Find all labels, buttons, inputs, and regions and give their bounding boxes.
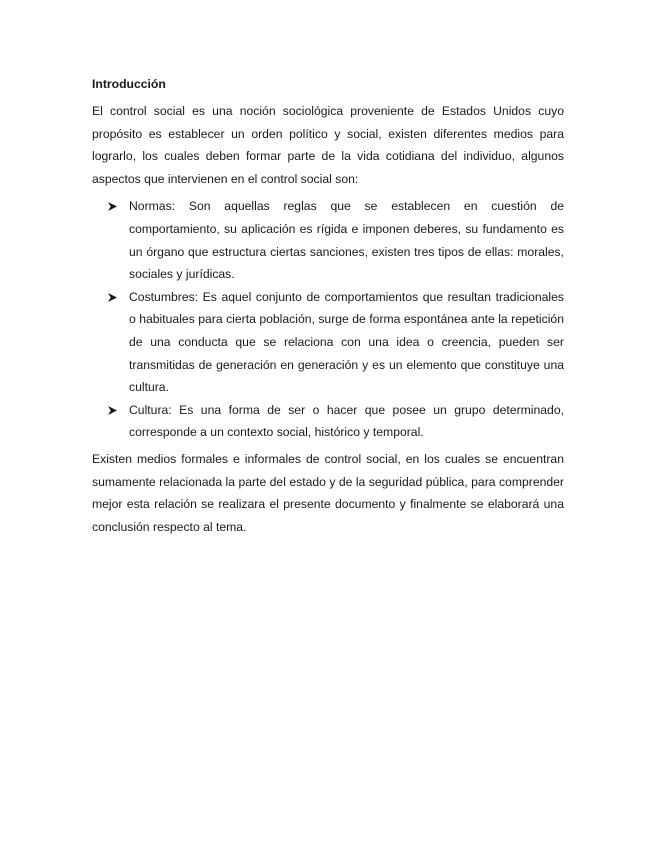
arrowhead-bullet-icon	[108, 399, 122, 422]
bullet-list	[92, 195, 564, 444]
list-item	[92, 195, 564, 285]
intro-paragraph: El control social es una noción sociológica proveniente de Estados Unidos cuyo propósito es establecer un orden político y social, existen diferentes medios para lograrlo, los cuales deben formar parte de la vida cotidiana del individuo, algunos aspectos que intervienen en el control social son:	[92, 104, 564, 186]
arrowhead-bullet-icon	[108, 195, 122, 218]
bullet-text-costumbres: Costumbres: Es aquel conjunto de comportamientos que resultan tradicionales o habituales para cierta población, surge de forma espontánea ante la repetición de una conducta que se relaciona con una idea o creencia, pueden ser transmitidas de generación en generación y es un elemento que constituye una cultura.	[129, 289, 564, 395]
closing-paragraph: Existen medios formales e informales de control social, en los cuales se encuentran sumamente relacionada la parte del estado y de la seguridad pública, para comprender mejor esta relación se realizara el presente documento y finalmente se elaborará una conclusión respecto al tema.	[92, 451, 564, 534]
section-heading: Introducción	[92, 77, 166, 91]
list-item	[92, 399, 564, 444]
arrowhead-bullet-icon	[108, 286, 122, 309]
document-page	[92, 74, 564, 543]
list-item	[92, 286, 564, 399]
bullet-text-normas: Normas: Son aquellas reglas que se establecen en cuestión de comportamiento, su aplicación es rígida e imponen deberes, su fundamento es un órgano que estructura ciertas sanciones, existen tres tipos de ellas: morales, sociales y jurídicas.	[129, 199, 564, 282]
bullet-text-cultura: Cultura: Es una forma de ser o hacer que posee un grupo determinado, corresponde a un contexto social, histórico y temporal.	[129, 402, 564, 440]
